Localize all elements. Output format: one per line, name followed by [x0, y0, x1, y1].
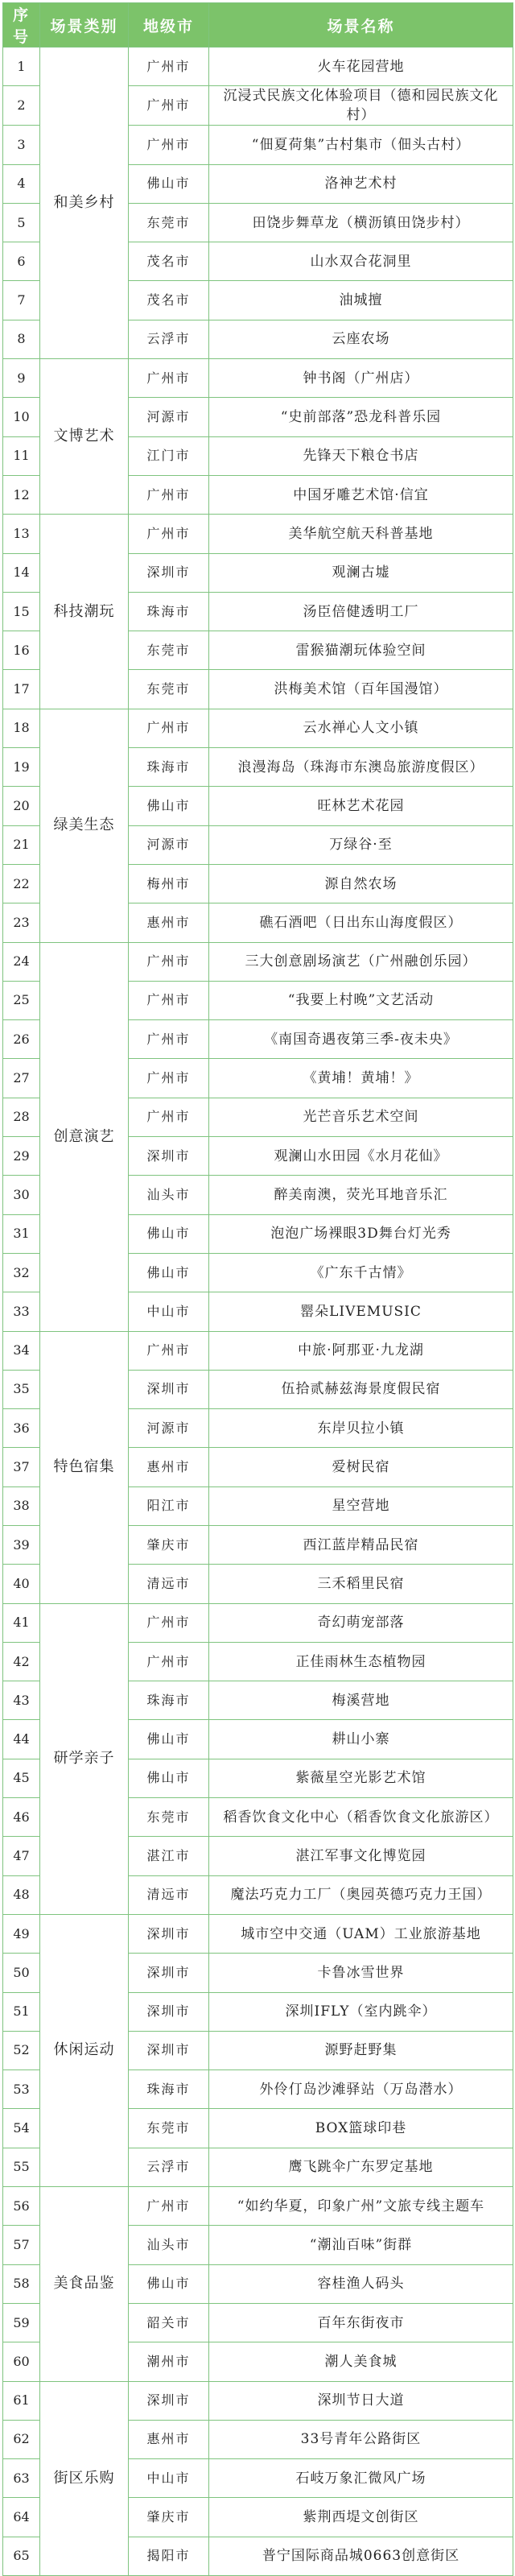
row-category: 美食品鉴: [40, 2187, 129, 2381]
table-row: [3, 942, 513, 981]
row-city: 惠州市: [129, 903, 209, 942]
row-scene-name: “佃夏荷集”古村集市（佃头古村）: [209, 126, 513, 164]
row-city: 深圳市: [129, 1137, 209, 1176]
row-scene-name: 云水禅心人文小镇: [209, 709, 513, 747]
row-scene-name: “如约华夏，印象广州”文旅专线主题车: [209, 2187, 513, 2226]
header-city: 地级市: [129, 3, 209, 48]
row-seq: 19: [3, 748, 40, 787]
row-seq: 20: [3, 787, 40, 825]
row-city: 江门市: [129, 436, 209, 475]
row-city: 韶关市: [129, 2303, 209, 2342]
table-row: [3, 2187, 513, 2226]
row-city: 广州市: [129, 48, 209, 86]
row-scene-name: 紫薇星空光影艺术馆: [209, 1759, 513, 1797]
row-seq: 30: [3, 1176, 40, 1214]
row-scene-name: BOX篮球印巷: [209, 2109, 513, 2148]
row-seq: 63: [3, 2459, 40, 2498]
row-scene-name: 石岐万象汇微风广场: [209, 2459, 513, 2498]
row-city: 惠州市: [129, 1448, 209, 1486]
row-category: 科技潮玩: [40, 515, 129, 709]
row-scene-name: 旺林艺术花园: [209, 787, 513, 825]
row-city: 深圳市: [129, 1914, 209, 1953]
row-seq: 52: [3, 2031, 40, 2069]
table-row: [3, 709, 513, 747]
row-seq: 45: [3, 1759, 40, 1797]
row-seq: 36: [3, 1409, 40, 1448]
row-seq: 42: [3, 1642, 40, 1681]
row-city: 东莞市: [129, 203, 209, 242]
row-seq: 26: [3, 1020, 40, 1059]
row-scene-name: 中旅·阿那亚·九龙湖: [209, 1331, 513, 1370]
row-category: 和美乡村: [40, 48, 129, 359]
row-city: 揭阳市: [129, 2537, 209, 2575]
row-category: 街区乐购: [40, 2381, 129, 2575]
row-seq: 37: [3, 1448, 40, 1486]
row-scene-name: 醉美南澳，荧光耳地音乐汇: [209, 1176, 513, 1214]
row-seq: 2: [3, 86, 40, 126]
row-scene-name: 潮人美食城: [209, 2342, 513, 2381]
row-scene-name: 钟书阁（广州店）: [209, 359, 513, 398]
header-scene-name: 场景名称: [209, 3, 513, 48]
row-seq: 25: [3, 981, 40, 1019]
row-seq: 39: [3, 1525, 40, 1564]
row-city: 深圳市: [129, 553, 209, 592]
row-city: 肇庆市: [129, 2498, 209, 2537]
row-scene-name: 西江蓝岸精品民宿: [209, 1525, 513, 1564]
row-scene-name: “潮汕百味”街群: [209, 2226, 513, 2264]
row-city: 佛山市: [129, 787, 209, 825]
row-scene-name: “我要上村晚”文艺活动: [209, 981, 513, 1019]
row-city: 广州市: [129, 86, 209, 126]
row-city: 佛山市: [129, 1720, 209, 1759]
row-city: 佛山市: [129, 1253, 209, 1292]
row-scene-name: 正佳雨林生态植物园: [209, 1642, 513, 1681]
row-seq: 7: [3, 281, 40, 320]
row-seq: 18: [3, 709, 40, 747]
row-scene-name: 城市空中交通（UAM）工业旅游基地: [209, 1914, 513, 1953]
row-city: 惠州市: [129, 2420, 209, 2458]
row-seq: 64: [3, 2498, 40, 2537]
row-city: 佛山市: [129, 2264, 209, 2303]
row-seq: 54: [3, 2109, 40, 2148]
row-category: 创意演艺: [40, 942, 129, 1331]
row-scene-name: 《广东千古情》: [209, 1253, 513, 1292]
header-category: 场景类别: [40, 3, 129, 48]
row-scene-name: 山水双合花洞里: [209, 242, 513, 281]
row-scene-name: 源自然农场: [209, 864, 513, 903]
row-city: 东莞市: [129, 670, 209, 709]
row-seq: 3: [3, 126, 40, 164]
row-city: 佛山市: [129, 1759, 209, 1797]
row-seq: 11: [3, 436, 40, 475]
row-city: 深圳市: [129, 1954, 209, 1992]
row-scene-name: 深圳IFLY（室内跳伞）: [209, 1992, 513, 2031]
row-seq: 50: [3, 1954, 40, 1992]
row-city: 深圳市: [129, 1370, 209, 1408]
row-seq: 33: [3, 1292, 40, 1331]
row-city: 潮州市: [129, 2342, 209, 2381]
row-seq: 17: [3, 670, 40, 709]
row-city: 云浮市: [129, 320, 209, 358]
row-city: 珠海市: [129, 748, 209, 787]
row-seq: 44: [3, 1720, 40, 1759]
row-city: 清远市: [129, 1875, 209, 1914]
row-seq: 53: [3, 2070, 40, 2109]
row-city: 东莞市: [129, 1798, 209, 1837]
row-seq: 46: [3, 1798, 40, 1837]
row-city: 广州市: [129, 942, 209, 981]
row-category: 特色宿集: [40, 1331, 129, 1603]
row-category: 研学亲子: [40, 1603, 129, 1914]
row-category: 文博艺术: [40, 359, 129, 515]
row-scene-name: 奇幻萌宠部落: [209, 1603, 513, 1642]
row-seq: 8: [3, 320, 40, 358]
row-seq: 62: [3, 2420, 40, 2458]
row-scene-name: 洛神艺术村: [209, 164, 513, 203]
header-seq: 序号: [3, 3, 40, 48]
row-scene-name: 东岸贝拉小镇: [209, 1409, 513, 1448]
row-city: 广州市: [129, 1059, 209, 1098]
row-city: 广州市: [129, 1020, 209, 1059]
row-scene-name: 百年东街夜市: [209, 2303, 513, 2342]
row-scene-name: 紫荆西堤文创街区: [209, 2498, 513, 2537]
row-seq: 1: [3, 48, 40, 86]
row-seq: 34: [3, 1331, 40, 1370]
table-row: [3, 359, 513, 398]
row-city: 珠海市: [129, 2070, 209, 2109]
row-seq: 48: [3, 1875, 40, 1914]
row-city: 广州市: [129, 2187, 209, 2226]
row-seq: 35: [3, 1370, 40, 1408]
table-body: [3, 48, 513, 2576]
row-seq: 56: [3, 2187, 40, 2226]
row-city: 河源市: [129, 398, 209, 436]
row-scene-name: 梅溪营地: [209, 1681, 513, 1720]
row-scene-name: 罂朵LIVEMUSIC: [209, 1292, 513, 1331]
row-seq: 38: [3, 1486, 40, 1525]
row-scene-name: 外伶仃岛沙滩驿站（万岛潜水）: [209, 2070, 513, 2109]
row-scene-name: 稻香饮食文化中心（稻香饮食文化旅游区）: [209, 1798, 513, 1837]
row-category: 休闲运动: [40, 1914, 129, 2186]
row-scene-name: 星空营地: [209, 1486, 513, 1525]
row-scene-name: 三禾稻里民宿: [209, 1565, 513, 1603]
table-row: [3, 1603, 513, 1642]
row-city: 云浮市: [129, 2148, 209, 2186]
row-scene-name: 爱树民宿: [209, 1448, 513, 1486]
row-scene-name: 33号青年公路街区: [209, 2420, 513, 2458]
row-city: 珠海市: [129, 592, 209, 631]
row-scene-name: 汤臣倍健透明工厂: [209, 592, 513, 631]
row-city: 珠海市: [129, 1681, 209, 1720]
table-row: [3, 1914, 513, 1953]
row-seq: 27: [3, 1059, 40, 1098]
row-scene-name: 观澜山水田园《水月花仙》: [209, 1137, 513, 1176]
row-scene-name: “史前部落”恐龙科普乐园: [209, 398, 513, 436]
row-city: 河源市: [129, 1409, 209, 1448]
row-scene-name: 万绿谷·至: [209, 825, 513, 864]
row-seq: 55: [3, 2148, 40, 2186]
row-scene-name: 云座农场: [209, 320, 513, 358]
row-scene-name: 田饶步舞草龙（横沥镇田饶步村）: [209, 203, 513, 242]
row-city: 东莞市: [129, 631, 209, 670]
row-scene-name: 鹰飞跳伞广东罗定基地: [209, 2148, 513, 2186]
row-seq: 13: [3, 515, 40, 553]
row-seq: 58: [3, 2264, 40, 2303]
row-city: 广州市: [129, 359, 209, 398]
row-seq: 60: [3, 2342, 40, 2381]
row-seq: 22: [3, 864, 40, 903]
row-scene-name: 泡泡广场裸眼3D舞台灯光秀: [209, 1214, 513, 1253]
row-scene-name: 雷猴猫潮玩体验空间: [209, 631, 513, 670]
row-scene-name: 浪漫海岛（珠海市东澳岛旅游度假区）: [209, 748, 513, 787]
row-scene-name: 礁石酒吧（日出东山海度假区）: [209, 903, 513, 942]
row-city: 河源市: [129, 825, 209, 864]
row-seq: 43: [3, 1681, 40, 1720]
row-city: 茂名市: [129, 242, 209, 281]
row-city: 深圳市: [129, 1992, 209, 2031]
row-seq: 29: [3, 1137, 40, 1176]
row-city: 汕头市: [129, 1176, 209, 1214]
table-row: [3, 48, 513, 86]
row-city: 广州市: [129, 709, 209, 747]
row-scene-name: 容桂渔人码头: [209, 2264, 513, 2303]
row-city: 湛江市: [129, 1837, 209, 1875]
row-city: 肇庆市: [129, 1525, 209, 1564]
row-scene-name: 魔法巧克力工厂（奥园英德巧克力王国）: [209, 1875, 513, 1914]
row-city: 广州市: [129, 981, 209, 1019]
row-scene-name: 耕山小寨: [209, 1720, 513, 1759]
row-seq: 40: [3, 1565, 40, 1603]
row-seq: 59: [3, 2303, 40, 2342]
row-seq: 5: [3, 203, 40, 242]
row-seq: 49: [3, 1914, 40, 1953]
row-seq: 4: [3, 164, 40, 203]
row-scene-name: 卡鲁冰雪世界: [209, 1954, 513, 1992]
row-city: 深圳市: [129, 2031, 209, 2069]
row-seq: 24: [3, 942, 40, 981]
row-city: 广州市: [129, 515, 209, 553]
row-city: 汕头市: [129, 2226, 209, 2264]
row-city: 佛山市: [129, 1214, 209, 1253]
row-seq: 6: [3, 242, 40, 281]
row-scene-name: 光芒音乐艺术空间: [209, 1098, 513, 1136]
row-scene-name: 普宁国际商品城0663创意街区: [209, 2537, 513, 2575]
row-seq: 23: [3, 903, 40, 942]
row-city: 广州市: [129, 1642, 209, 1681]
row-scene-name: 火车花园营地: [209, 48, 513, 86]
row-seq: 14: [3, 553, 40, 592]
row-scene-name: 伍拾贰赫兹海景度假民宿: [209, 1370, 513, 1408]
row-seq: 21: [3, 825, 40, 864]
row-scene-name: 《黄埔！黄埔！》: [209, 1059, 513, 1098]
row-scene-name: 《南国奇遇夜第三季-夜未央》: [209, 1020, 513, 1059]
table-row: [3, 1331, 513, 1370]
row-scene-name: 中国牙雕艺术馆·信宜: [209, 475, 513, 514]
row-scene-name: 油城擅: [209, 281, 513, 320]
row-seq: 16: [3, 631, 40, 670]
row-city: 中山市: [129, 2459, 209, 2498]
row-seq: 12: [3, 475, 40, 514]
row-city: 茂名市: [129, 281, 209, 320]
row-city: 东莞市: [129, 2109, 209, 2148]
row-seq: 28: [3, 1098, 40, 1136]
row-city: 佛山市: [129, 164, 209, 203]
table-header-row: [3, 3, 513, 48]
row-city: 广州市: [129, 126, 209, 164]
row-seq: 47: [3, 1837, 40, 1875]
scene-table: [2, 2, 513, 2576]
row-scene-name: 深圳节日大道: [209, 2381, 513, 2420]
row-scene-name: 先锋天下粮仓书店: [209, 436, 513, 475]
row-seq: 31: [3, 1214, 40, 1253]
row-scene-name: 湛江军事文化博览园: [209, 1837, 513, 1875]
row-city: 广州市: [129, 1331, 209, 1370]
row-category: 绿美生态: [40, 709, 129, 942]
row-scene-name: 洪梅美术馆（百年国漫馆）: [209, 670, 513, 709]
row-seq: 10: [3, 398, 40, 436]
row-seq: 15: [3, 592, 40, 631]
row-city: 阳江市: [129, 1486, 209, 1525]
row-city: 清远市: [129, 1565, 209, 1603]
row-city: 广州市: [129, 1098, 209, 1136]
row-city: 深圳市: [129, 2381, 209, 2420]
row-seq: 57: [3, 2226, 40, 2264]
row-scene-name: 美华航空航天科普基地: [209, 515, 513, 553]
row-scene-name: 观澜古墟: [209, 553, 513, 592]
row-city: 广州市: [129, 1603, 209, 1642]
table-row: [3, 515, 513, 553]
row-seq: 9: [3, 359, 40, 398]
row-scene-name: 沉浸式民族文化体验项目（德和园民族文化村）: [209, 86, 513, 126]
table-row: [3, 2381, 513, 2420]
row-scene-name: 源野赶野集: [209, 2031, 513, 2069]
row-seq: 32: [3, 1253, 40, 1292]
row-seq: 51: [3, 1992, 40, 2031]
row-city: 中山市: [129, 1292, 209, 1331]
row-city: 广州市: [129, 475, 209, 514]
row-scene-name: 三大创意剧场演艺（广州融创乐园）: [209, 942, 513, 981]
row-seq: 65: [3, 2537, 40, 2575]
row-city: 梅州市: [129, 864, 209, 903]
row-seq: 61: [3, 2381, 40, 2420]
row-seq: 41: [3, 1603, 40, 1642]
